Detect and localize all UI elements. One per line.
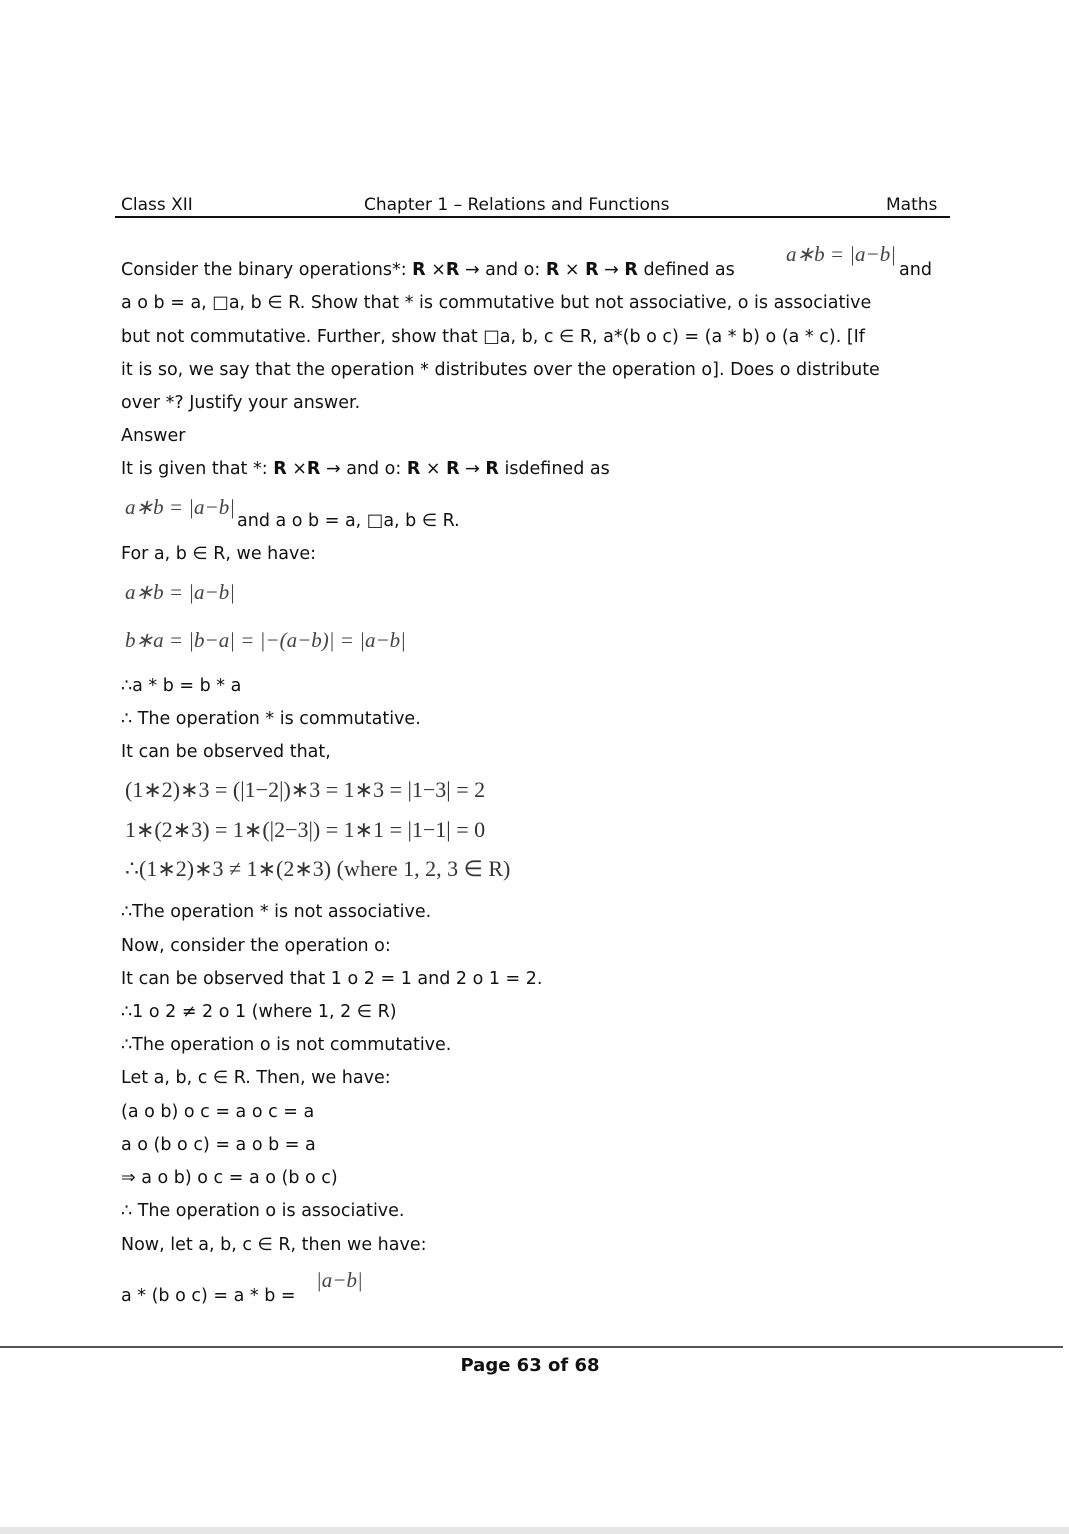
formula-a-star-b (786, 244, 896, 266)
formula-text: (1∗2)∗3 = (|1−2|)∗3 = 1∗3 = |1−3| = 2 (125, 777, 486, 802)
neq-o: ∴1 o 2 ≠ 2 o 1 (where 1, 2 ∈ R) (121, 1002, 397, 1022)
conclusion-commutative: ∴ The operation * is commutative. (121, 709, 421, 729)
question-line-3: but not commutative. Further, show that □a, b, c ∈ R, a*(b o c) = (a * b) o (a * c). [If (121, 327, 865, 347)
question-line-4: it is so, we say that the operation * distributes over the operation o]. Does o distribute (121, 360, 880, 380)
equation-1 (125, 582, 235, 604)
observe-line: It can be observed that, (121, 742, 331, 762)
answer-given: It is given that *: R ×R → and o: R × R → R isdefined as (121, 459, 610, 479)
answer-text: isdefined as (498, 459, 610, 479)
answer-text: It is given that *: (121, 459, 274, 479)
question-text: and o: (485, 260, 546, 280)
conclusion-commutative-eq: ∴a * b = b * a (121, 676, 242, 696)
viewer-bottom-bar (0, 1527, 1069, 1534)
answer-text: and o: (346, 459, 407, 479)
header-divider (115, 216, 950, 218)
let-abc: Let a, b, c ∈ R. Then, we have: (121, 1068, 391, 1088)
question-text: Consider the binary operations*: (121, 260, 413, 280)
not-commutative-o: ∴The operation o is not commutative. (121, 1035, 452, 1055)
assoc-step-3: ⇒ a o b) o c = a o (b o c) (121, 1168, 338, 1188)
assoc-step-2: a o (b o c) = a o b = a (121, 1135, 316, 1155)
question-and: and (899, 260, 932, 280)
formula-text: a∗b = |a−b| (125, 580, 235, 604)
equation-2 (125, 630, 406, 652)
not-associative: ∴The operation * is not associative. (121, 902, 432, 922)
equation-5 (125, 856, 511, 881)
definition-rest: and a o b = a, □a, b ∈ R. (237, 511, 460, 531)
equation-3 (125, 777, 486, 802)
observe-o: It can be observed that 1 o 2 = 1 and 2 o 1 = 2. (121, 969, 543, 989)
question-line-1: Consider the binary operations*: R ×R → and o: R × R → R defined as (121, 260, 735, 280)
formula-text: a∗b = |a−b| (125, 495, 235, 519)
equation-4 (125, 817, 486, 842)
assoc-conclusion: ∴ The operation o is associative. (121, 1201, 405, 1221)
formula-definition (125, 497, 235, 519)
distribute-line (121, 1286, 296, 1306)
consider-o: Now, consider the operation o: (121, 936, 391, 956)
for-ab-line: For a, b ∈ R, we have: (121, 544, 316, 564)
now-let: Now, let a, b, c ∈ R, then we have: (121, 1235, 427, 1255)
distribute-formula (316, 1270, 363, 1292)
question-text: defined as (637, 260, 735, 280)
answer-text: a * (b o c) = a * b = (121, 1286, 296, 1306)
question-line-5: over *? Justify your answer. (121, 393, 361, 413)
formula-text: b∗a = |b−a| = |−(a−b)| = |a−b| (125, 628, 406, 652)
formula-text: ∴(1∗2)∗3 ≠ 1∗(2∗3) (where 1, 2, 3 ∈ R) (125, 856, 511, 881)
page-number: Page 63 of 68 (460, 1355, 600, 1376)
formula-text: 1∗(2∗3) = 1∗(|2−3|) = 1∗1 = |1−1| = 0 (125, 817, 486, 842)
assoc-step-1: (a o b) o c = a o c = a (121, 1102, 315, 1122)
formula-text: a∗b = |a−b| (786, 242, 896, 266)
footer-divider (0, 1346, 1063, 1348)
header-chapter: Chapter 1 – Relations and Functions (364, 195, 670, 215)
question-line-2: a o b = a, □a, b ∈ R. Show that * is commutative but not associative, o is associative (121, 293, 872, 313)
formula-text: |a−b| (316, 1268, 363, 1292)
header-class: Class XII (121, 195, 193, 215)
answer-label: Answer (121, 426, 186, 446)
header-subject: Maths (886, 195, 938, 215)
